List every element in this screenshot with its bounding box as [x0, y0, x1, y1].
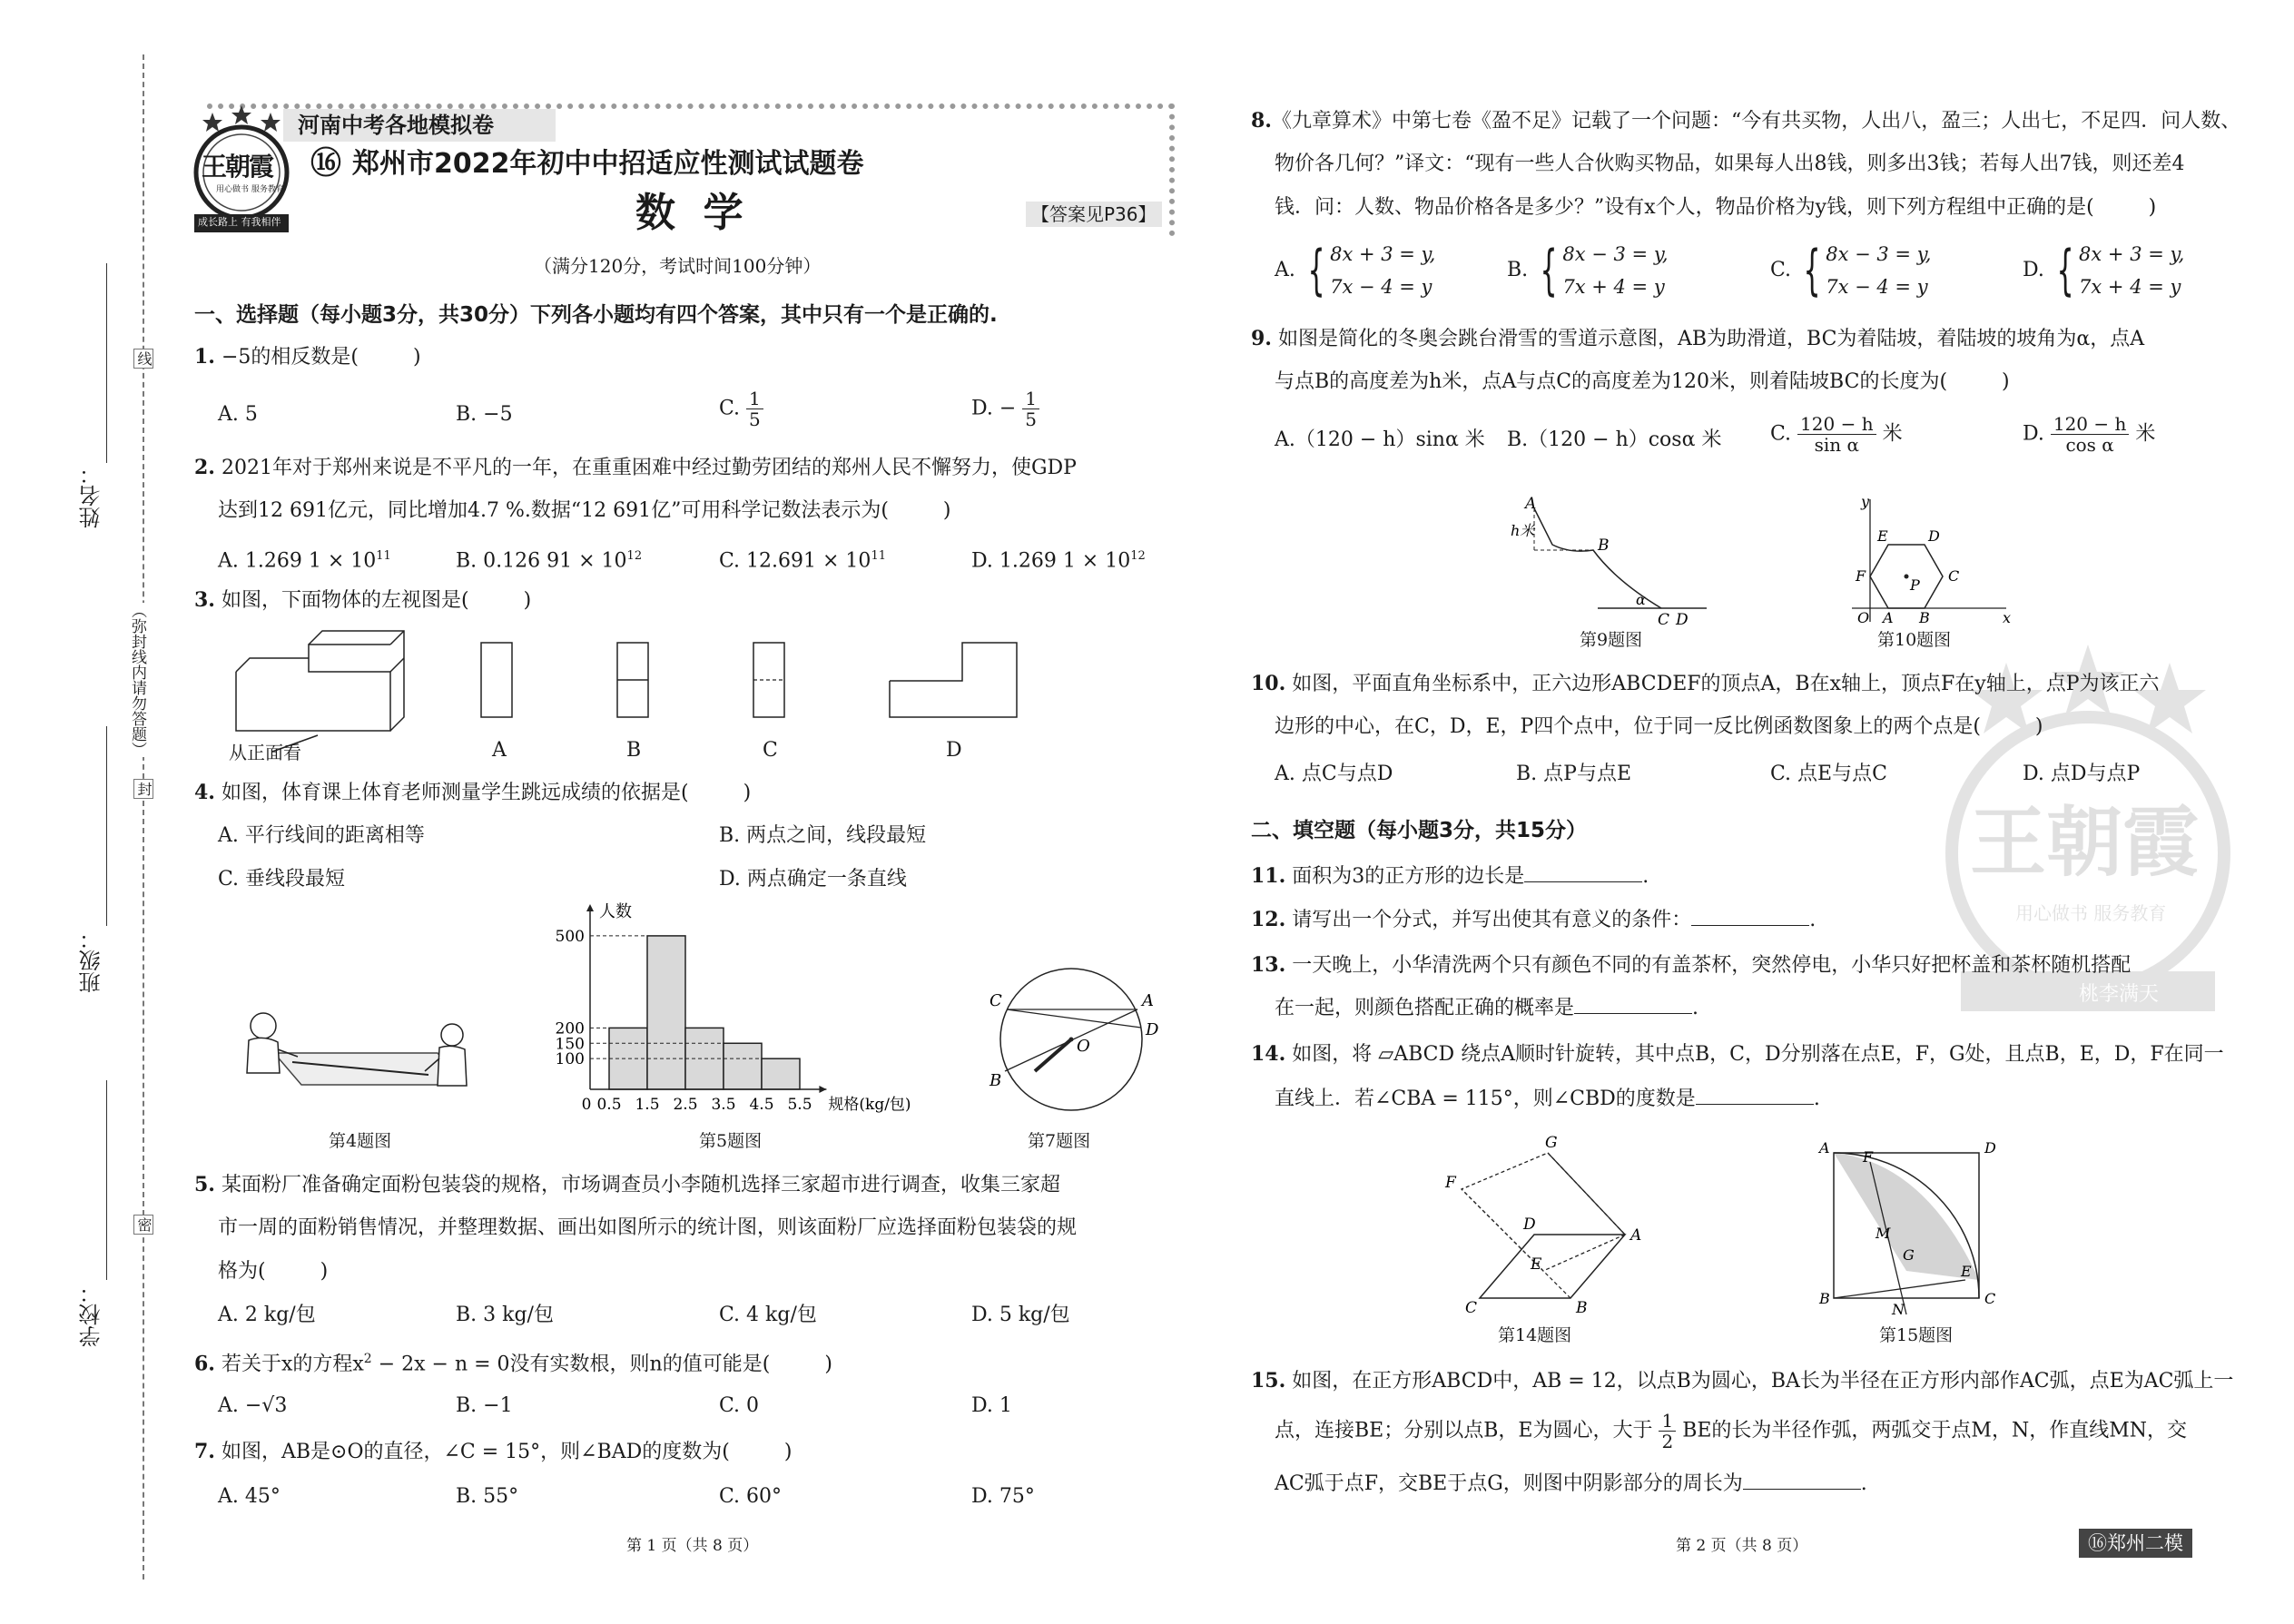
school-line: [106, 1080, 107, 1280]
q14-figure: [1443, 1135, 1652, 1316]
paper-title: 郑州市2022年初中中招适应性测试试题卷: [352, 148, 864, 180]
q8-option-a[interactable]: [1275, 238, 1435, 303]
q15-end: .: [1860, 1472, 1867, 1495]
q9-c-num: 120 − h: [1797, 414, 1876, 435]
q1-option-d[interactable]: [971, 389, 1039, 429]
q4-caption: 第4题图: [329, 1131, 392, 1151]
q3-option-a-figure: [481, 643, 512, 717]
q1-stem: [194, 343, 421, 371]
q5-text-3: 格为(: [218, 1260, 266, 1283]
q14-line1: [1251, 1040, 2224, 1068]
q1-option-c-label: C.: [719, 397, 741, 420]
q8-line1: [1251, 107, 2240, 135]
q1-c-den: 5: [749, 408, 761, 430]
q9-text-2: 与点B的高度差为h米，点A与点C的高度差为120米，则着陆坡BC的长度为(: [1275, 370, 1948, 393]
q10-text-2: 边形的中心，在C，D，E，P四个点中，位于同一反比例函数图象上的两个点是(: [1275, 715, 1981, 738]
q9-label-c: C: [1658, 611, 1670, 626]
q8-d-brace: {: [2056, 239, 2074, 302]
q2-c-exp: 11: [871, 549, 886, 563]
footer-left: 第 1 页（共 8 页）: [626, 1537, 759, 1555]
class-label: 班级：: [79, 928, 104, 993]
seal-label-feng: 封: [133, 779, 153, 799]
q4-option-b[interactable]: B. 两点之间，线段最短: [719, 824, 927, 847]
q14-number: 14.: [1251, 1042, 1286, 1066]
q9-d-unit: 米: [2135, 422, 2156, 446]
q10-number: 10.: [1251, 672, 1286, 695]
q14-label-b: B: [1576, 1299, 1588, 1316]
q15-text-3: AC弧于点F，交BE于点G，则图中阴影部分的周长为: [1275, 1472, 1743, 1495]
q7-stem: [194, 1438, 792, 1466]
q2-text-2: 达到12 691亿元，同比增加4.7 %.数据“12 691亿”可用科学记数法表示为(: [218, 499, 889, 522]
q15-half: [1659, 1411, 1676, 1452]
q6-option-d[interactable]: D. 1: [971, 1394, 1012, 1417]
q8-c-system: [1770, 238, 1931, 303]
q8-text-3: 钱．问：人数、物品价格各是多少？”设有x个人，物品价格为y钱，则下列方程组中正确的是(: [1275, 196, 2094, 219]
q9-d-num: 120 − h: [2051, 414, 2130, 435]
q1-c-num: 1: [746, 389, 763, 409]
q3-option-c[interactable]: C: [763, 739, 778, 762]
q9-text-1: 如图是简化的冬奥会跳台滑雪的雪道示意图，AB为助滑道，BC为着陆坡，着陆坡的坡角为α，点A: [1277, 328, 2145, 350]
q12-number: 12.: [1251, 908, 1286, 931]
q2-option-c[interactable]: [719, 543, 886, 575]
q5-histogram: [536, 899, 944, 1126]
footer-right: 第 2 页（共 8 页）: [1676, 1537, 1808, 1555]
q7-label-c: C: [989, 991, 1002, 1010]
q6-option-a[interactable]: A. −√3: [218, 1394, 288, 1417]
q7-label-d: D: [1146, 1020, 1159, 1039]
watermark-star-2: [2052, 645, 2124, 715]
q15-line2: [1275, 1411, 2187, 1452]
q3-option-d-figure: [890, 643, 1017, 717]
q10-figure: [1825, 490, 2015, 626]
seal-dashed-line: [143, 54, 144, 1580]
q2-a-text: A. 1.269 1 × 10: [218, 549, 377, 573]
q3-solid-figure: [236, 631, 404, 731]
histogram-x-tick-5.5: 5.5: [787, 1096, 812, 1114]
q9-c-unit: 米: [1882, 422, 1903, 446]
q14-caption: 第14题图: [1498, 1325, 1572, 1345]
q7-number: 7.: [194, 1440, 215, 1463]
histogram-y-tick-500: 500: [555, 927, 585, 946]
q8-option-c[interactable]: [1770, 238, 1931, 303]
q4-stem: [194, 779, 751, 807]
q12-text: 请写出一个分式，并写出使其有意义的条件：: [1292, 909, 1692, 931]
q2-b-exp: 12: [626, 549, 643, 563]
q8-option-b[interactable]: [1507, 238, 1669, 303]
q1-d-num: 1: [1022, 389, 1039, 409]
q4-option-a[interactable]: A. 平行线间的距离相等: [218, 824, 425, 847]
histogram-y-tick-150: 150: [555, 1035, 585, 1054]
q15-line3: [1275, 1471, 1867, 1498]
q2-a-exp: 11: [376, 549, 391, 563]
q5-chart-caption: 第5题图: [699, 1131, 763, 1151]
q2-close: ): [942, 499, 951, 522]
q2-text-1: 2021年对于郑州来说是不平凡的一年，在重重困难中经过勤劳团结的郑州人民不懈努力，使GDP: [221, 457, 1077, 479]
q8-c-brace: {: [1803, 239, 1821, 302]
q9-label-alpha: α: [1636, 591, 1646, 608]
q15-label-f: F: [1863, 1148, 1874, 1166]
q6-number: 6.: [194, 1352, 215, 1376]
q11: [1251, 862, 1649, 891]
q8-option-d[interactable]: [2023, 238, 2184, 303]
q2-c-text: C. 12.691 × 10: [719, 549, 871, 573]
q8-b-eqs: [1562, 238, 1668, 303]
q1-close: ): [412, 346, 421, 369]
q10-caption: 第10题图: [1877, 630, 1952, 650]
paper-number: ⑯: [310, 145, 341, 182]
logo-motto: 成长路上 有我相伴: [198, 216, 281, 228]
q9-option-d[interactable]: [2023, 414, 2155, 455]
q9-label-b: B: [1598, 536, 1610, 555]
q9-label-d: D: [1676, 611, 1689, 626]
q4-close: ): [743, 782, 752, 804]
q8-a-system: [1275, 238, 1435, 303]
q5-option-d[interactable]: D. 5 kg/包: [971, 1304, 1070, 1326]
q8-d-eq2: 7x + 4 = y: [2079, 276, 2181, 298]
q15-segment-be: [1834, 1280, 1965, 1298]
logo-name: 王朝霞: [202, 152, 273, 182]
q11-answer-blank[interactable]: [1524, 863, 1642, 882]
q2-d-text: D. 1.269 1 × 10: [971, 549, 1131, 573]
histogram-x-arrow: [819, 1086, 826, 1093]
q15-figure: [1816, 1135, 2006, 1316]
q10-close: ): [2034, 715, 2043, 738]
q14-label-a: A: [1630, 1226, 1642, 1245]
q7-label-a: A: [1142, 991, 1154, 1010]
q15-label-a: A: [1819, 1139, 1830, 1156]
name-line: [106, 263, 107, 463]
histogram-y-tick-200: 200: [555, 1019, 585, 1038]
q15-label-n: N: [1892, 1301, 1905, 1316]
q9-caption: 第9题图: [1580, 630, 1643, 650]
histogram-x-tick-0.5: 0.5: [596, 1096, 622, 1114]
histogram-bar-2: [647, 936, 685, 1089]
q5-line3: [218, 1258, 328, 1285]
q7-text: 如图，AB是⊙O的直径，∠C = 15°，则∠BAD的度数为(: [221, 1441, 730, 1463]
q4-option-c[interactable]: C. 垂线段最短: [218, 868, 346, 891]
histogram-x-tick-0: 0: [581, 1096, 592, 1114]
q15-half-den: 2: [1661, 1431, 1674, 1452]
q3-option-d[interactable]: D: [946, 739, 962, 762]
subject-title: 数 学: [635, 190, 743, 236]
q14-text-1: 如图，将 ▱ABCD 绕点A顺时针旋转，其中点B，C，D分别落在点E，F，G处，且点B，E，D，F在同一: [1292, 1043, 2224, 1066]
q8-b-brace: {: [1540, 239, 1558, 302]
q1-option-a[interactable]: A. 5: [218, 403, 258, 426]
q8-a-label: A.: [1275, 259, 1295, 281]
q3-stem: [194, 586, 531, 615]
q8-a-eq2: 7x − 4 = y: [1330, 276, 1433, 298]
q14-line-ag: [1548, 1153, 1625, 1235]
q6-option-b[interactable]: B. −1: [456, 1394, 513, 1417]
q13-answer-blank[interactable]: [1574, 995, 1692, 1014]
q15-label-e: E: [1961, 1263, 1972, 1280]
q9-option-a[interactable]: A.（120 − h）sinα 米: [1275, 428, 1485, 451]
q10-center-p: [1905, 575, 1909, 579]
answer-ref: 【答案见P36】: [1026, 202, 1162, 227]
logo-sub: 用心做书 服务教育: [216, 185, 284, 194]
q5-text-1: 某面粉厂准备确定面粉包装袋的规格，市场调查员小李随机选择三家超市进行调查，收集三家超: [221, 1174, 1060, 1196]
q1-text: −5的相反数是(: [221, 346, 359, 369]
q12: [1251, 906, 1816, 934]
histogram-x-label: 规格(kg/包): [828, 1096, 911, 1114]
q1-number: 1.: [194, 345, 215, 369]
q10-text-1: 如图，平面直角坐标系中，正六边形ABCDEF的顶点A，B在x轴上，顶点F在y轴上，点P为该正六: [1292, 673, 2160, 695]
histogram-x-tick-4.5: 4.5: [749, 1096, 774, 1114]
q9-figure: [1507, 490, 1716, 626]
q1-option-d-label: D. −: [971, 397, 1017, 420]
q1-option-d-frac: [1022, 389, 1039, 429]
q7-option-b[interactable]: B. 55°: [456, 1485, 519, 1508]
q8-b-eq2: 7x + 4 = y: [1562, 276, 1665, 298]
q2-line1: [194, 454, 1077, 482]
q5-line1: [194, 1171, 1060, 1199]
q6-option-c[interactable]: C. 0: [719, 1394, 760, 1417]
q8-d-eqs: [2079, 238, 2184, 303]
q8-number: 8.: [1251, 109, 1272, 133]
logo-star-2: [231, 105, 251, 124]
q9-c-frac: [1797, 414, 1876, 455]
q9-d-frac: [2051, 414, 2130, 455]
series-label: 河南中考各地模拟卷: [298, 113, 494, 138]
watermark-name: 王朝霞: [1970, 797, 2200, 887]
q8-b-eq1: 8x − 3 = y,: [1562, 243, 1669, 265]
q9-close: ): [2002, 370, 2010, 393]
q10-label-c: C: [1948, 567, 1960, 585]
q1-d-den: 5: [1025, 408, 1038, 430]
q1-option-c-frac: [746, 389, 763, 429]
q5-line2: 市一周的面粉销售情况，并整理数据、画出如图所示的统计图，则该面粉厂应选择面粉包装袋的规: [218, 1216, 1078, 1239]
q10-label-f: F: [1856, 567, 1866, 585]
section1-heading: 一、选择题（每小题3分，共30分）下列各小题均有四个答案，其中只有一个是正确的.: [194, 303, 998, 327]
q8-c-label: C.: [1770, 259, 1792, 281]
q3-text: 如图，下面物体的左视图是(: [221, 589, 469, 612]
q11-number: 11.: [1251, 864, 1286, 888]
q8-c-eq2: 7x − 4 = y: [1826, 276, 1928, 298]
q2-d-exp: 12: [1130, 549, 1146, 563]
q8-b-label: B.: [1507, 259, 1529, 281]
q1-option-b[interactable]: B. −5: [456, 403, 513, 426]
exam-info: （满分120分，考试时间100分钟）: [534, 255, 822, 277]
q9-c-den: sin α: [1814, 434, 1860, 456]
q8-d-system: [2023, 238, 2184, 303]
q7-option-d[interactable]: D. 75°: [971, 1485, 1035, 1508]
q8-d-eq1: 8x + 3 = y,: [2079, 243, 2185, 265]
q7-label-o: O: [1077, 1037, 1090, 1056]
q10-option-a[interactable]: A. 点C与点D: [1275, 763, 1393, 785]
q11-end: .: [1642, 865, 1649, 888]
q3-option-b[interactable]: B: [626, 739, 642, 762]
q10-label-d: D: [1928, 527, 1940, 545]
histogram-x-tick-3.5: 3.5: [711, 1096, 736, 1114]
watermark-tagline: 桃李满天: [2079, 983, 2160, 1006]
q7-figure: [980, 953, 1162, 1126]
q7-close: ): [783, 1441, 793, 1463]
logo-star-1: [202, 113, 222, 132]
q7-option-a[interactable]: A. 45°: [218, 1485, 281, 1508]
q5-option-a[interactable]: A. 2 kg/包: [218, 1304, 316, 1326]
q9-d-label: D.: [2023, 422, 2044, 446]
q8-c-eqs: [1826, 238, 1931, 303]
q15-label-g: G: [1903, 1246, 1915, 1264]
histogram-y-arrow: [586, 904, 594, 911]
q10-label-e: E: [1877, 527, 1888, 545]
q6-stem: [194, 1345, 832, 1378]
q15-text-2b: BE的长为半径作弧，两弧交于点M，N，作直线MN，交: [1682, 1419, 2187, 1442]
q9-label-h: h米: [1511, 522, 1535, 539]
seal-label-mi: 密: [133, 1215, 153, 1235]
q14-label-f: F: [1445, 1174, 1456, 1192]
q13-line2: [1275, 995, 1698, 1022]
school-label: 学校：: [79, 1282, 104, 1347]
q12-answer-blank[interactable]: [1691, 907, 1809, 926]
seal-label-xian: 线: [133, 349, 153, 369]
q9-number: 9.: [1251, 327, 1272, 350]
q2-option-d[interactable]: [971, 543, 1146, 575]
q9-d-den: cos α: [2065, 434, 2114, 456]
q14-text-2: 直线上．若∠CBA = 115°，则∠CBD的度数是: [1275, 1088, 1696, 1110]
q5-number: 5.: [194, 1173, 215, 1196]
q3-close: ): [523, 589, 532, 612]
q15-half-num: 1: [1659, 1411, 1676, 1432]
q15-label-m: M: [1876, 1225, 1891, 1242]
histogram-x-tick-2.5: 2.5: [673, 1096, 698, 1114]
q7-caption: 第7题图: [1028, 1131, 1091, 1151]
q15-text-1: 如图，在正方形ABCD中，AB = 12，以点B为圆心，BA长为半径在正方形内部作AC弧，点E为AC弧上一: [1292, 1370, 2234, 1393]
q6-close: ): [824, 1353, 832, 1376]
q8-d-label: D.: [2023, 259, 2044, 281]
q4-option-d[interactable]: D. 两点确定一条直线: [719, 868, 907, 891]
q14-line-bf: [1462, 1189, 1570, 1298]
q9-c-label: C.: [1770, 422, 1792, 446]
q9-line2: [1275, 369, 2010, 396]
q8-c-eq1: 8x − 3 = y,: [1826, 243, 1932, 265]
q3-number: 3.: [194, 588, 215, 612]
q8-text-1: 《九章算术》中第七卷《盈不足》记载了一个问题：“今有共买物，人出八，盈三；人出七，不足四．问人数、: [1271, 110, 2241, 133]
q10-option-b[interactable]: B. 点P与点E: [1516, 763, 1632, 785]
q15-label-c: C: [1984, 1290, 1996, 1307]
histogram-bar-5: [762, 1058, 800, 1089]
q15-answer-blank[interactable]: [1743, 1471, 1861, 1490]
q6-text-a: 若关于x的方程x: [221, 1353, 364, 1376]
q8-a-eq1: 8x + 3 = y,: [1330, 243, 1436, 265]
q5-option-c[interactable]: C. 4 kg/包: [719, 1304, 817, 1326]
q1-option-c[interactable]: [719, 389, 763, 429]
q13-number: 13.: [1251, 953, 1286, 977]
q14-label-d: D: [1523, 1216, 1536, 1234]
q14-rotated-figure: [1462, 1153, 1625, 1271]
q5-close: ): [320, 1260, 329, 1283]
q2-b-text: B. 0.126 91 × 10: [456, 549, 627, 573]
q14-label-g: G: [1545, 1135, 1558, 1152]
q10-label-a: A: [1883, 609, 1894, 626]
class-line: [106, 726, 107, 926]
q11-text: 面积为3的正方形的边长是: [1292, 865, 1525, 888]
watermark-slogan: 用心做书 服务教育: [2015, 902, 2167, 924]
seal-note: （弥封线内请勿答题）: [128, 603, 146, 757]
q12-end: .: [1809, 909, 1816, 931]
q4-figure: [238, 999, 474, 1107]
q8-a-eqs: [1330, 238, 1435, 303]
q9-option-b[interactable]: B.（120 − h）cosα 米: [1507, 428, 1722, 451]
q10-label-p: P: [1910, 576, 1920, 594]
q4-text: 如图，体育课上体育老师测量学生跳远成绩的依据是(: [221, 782, 689, 804]
q15-caption: 第15题图: [1879, 1325, 1954, 1345]
q9-label-a: A: [1525, 495, 1537, 513]
q8-close: ): [2148, 196, 2157, 219]
q7-center-dot: [1069, 1038, 1074, 1042]
q10-option-c[interactable]: C. 点E与点C: [1770, 763, 1887, 785]
q15-label-d: D: [1984, 1139, 1996, 1156]
q5-option-b[interactable]: B. 3 kg/包: [456, 1304, 554, 1326]
q2-number: 2.: [194, 456, 215, 479]
corner-tag: ⑯郑州二模: [2079, 1529, 2192, 1558]
q14-answer-blank[interactable]: [1696, 1086, 1814, 1105]
q15-line1: [1251, 1367, 2233, 1395]
q9-line1: [1251, 325, 2144, 353]
q4-number: 4.: [194, 781, 215, 804]
q13-text-1: 一天晚上，小华清洗两个只有颜色不同的有盖茶杯，突然停电，小华只好把杯盖和茶杯随机搭配: [1292, 954, 2132, 977]
logo-star-3: [261, 113, 281, 132]
q7-chord-cd: [1007, 1009, 1141, 1028]
q14-line2: [1275, 1086, 1820, 1113]
q14-end: .: [1813, 1088, 1820, 1110]
q14-label-e: E: [1531, 1255, 1542, 1274]
q3-option-a[interactable]: A: [492, 739, 507, 762]
q8-line3: [1275, 194, 2156, 221]
q10-label-o: O: [1857, 609, 1870, 626]
q3-view-label: 从正面看: [229, 742, 301, 763]
histogram-bar-4: [724, 1043, 762, 1089]
section2-heading: 二、填空题（每小题3分，共15分）: [1251, 819, 1588, 842]
histogram-x-tick-1.5: 1.5: [635, 1096, 660, 1114]
q6-sup: 2: [363, 1352, 372, 1366]
q10-label-b: B: [1919, 609, 1930, 626]
histogram-y-tick-100: 100: [555, 1050, 585, 1069]
q9-option-c[interactable]: [1770, 414, 1903, 455]
q7-label-b: B: [989, 1071, 1002, 1090]
q15-label-b: B: [1819, 1290, 1830, 1307]
q6-text-b: − 2x − n = 0没有实数根，则n的值可能是(: [371, 1353, 771, 1376]
q2-option-b[interactable]: [456, 543, 642, 575]
q10-label-y: y: [1861, 493, 1870, 510]
q8-b-system: [1507, 238, 1669, 303]
q15-text-2a: 点，连接BE；分别以点B，E为圆心，大于: [1275, 1419, 1653, 1442]
q2-line2: [218, 497, 951, 525]
histogram-y-label: 人数: [599, 902, 632, 921]
q10-option-d[interactable]: D. 点D与点P: [2023, 763, 2141, 785]
q13-end: .: [1692, 997, 1699, 1019]
q7-option-c[interactable]: C. 60°: [719, 1485, 783, 1508]
name-label: 姓名：: [79, 463, 104, 528]
q8-line2: 物价各几何？”译文：“现有一些人合伙购买物品，如果每人出8钱，则多出3钱；若每人出7钱，则还差4: [1275, 153, 2185, 175]
q2-option-a[interactable]: [218, 543, 391, 575]
q8-a-brace: {: [1307, 239, 1325, 302]
q10-label-x: x: [2003, 609, 2012, 626]
q14-label-c: C: [1465, 1299, 1478, 1316]
q13-text-2: 在一起，则颜色搭配正确的概率是: [1275, 997, 1575, 1019]
q15-number: 15.: [1251, 1369, 1286, 1393]
